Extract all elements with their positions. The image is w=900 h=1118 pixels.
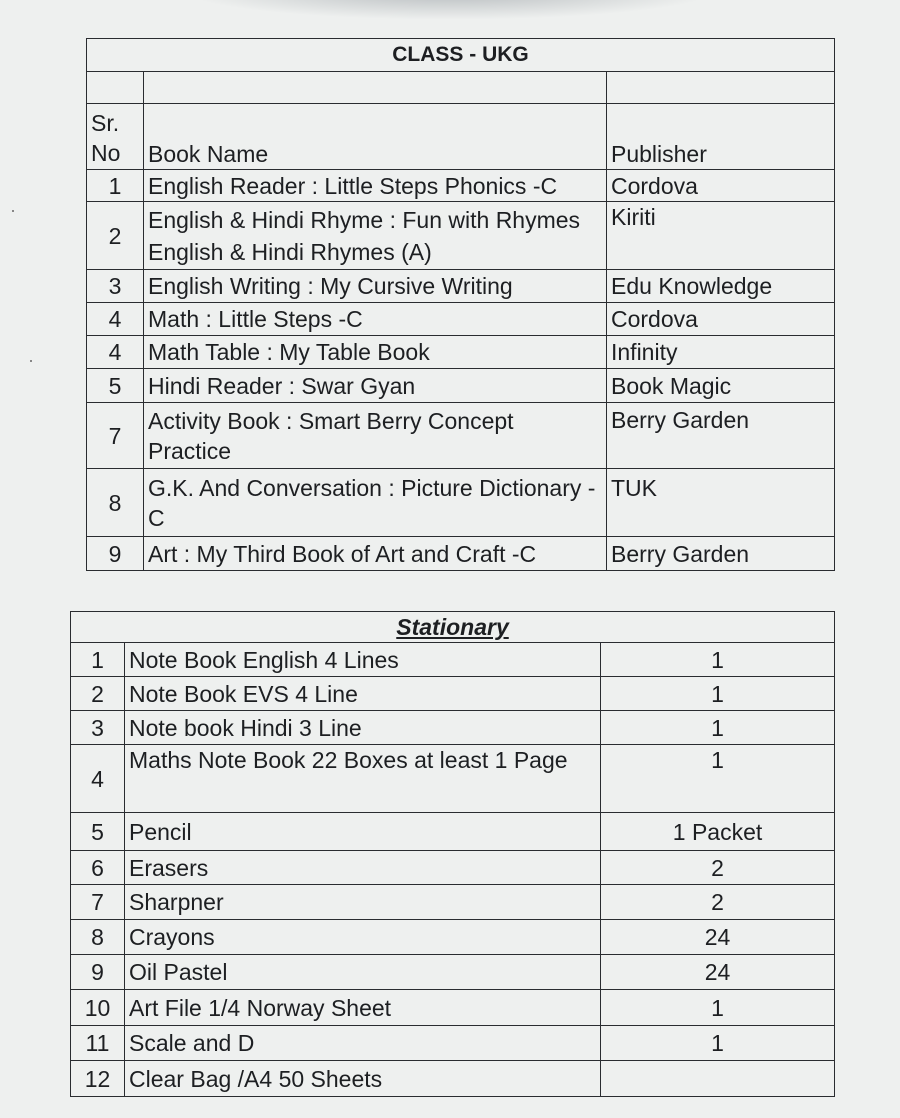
table-row xyxy=(87,170,835,202)
book-name-cell: Activity Book : Smart Berry Concept Practice xyxy=(144,403,607,469)
publisher-cell: Infinity xyxy=(607,336,835,369)
book-name-cell: Math : Little Steps -C xyxy=(144,303,607,336)
table-row xyxy=(71,1061,835,1097)
table-row xyxy=(71,677,835,711)
item-cell: Art File 1/4 Norway Sheet xyxy=(125,990,601,1026)
book-name-cell: English & Hindi Rhyme : Fun with Rhymes English & Hindi Rhymes (A) xyxy=(144,202,607,270)
table-row xyxy=(87,537,835,571)
publisher-cell: Edu Knowledge xyxy=(607,270,835,303)
blank-row xyxy=(87,72,835,104)
sr-cell: 11 xyxy=(71,1026,125,1061)
table-row xyxy=(71,711,835,745)
sr-cell: 12 xyxy=(71,1061,125,1097)
table-row xyxy=(71,920,835,955)
item-cell: Scale and D xyxy=(125,1026,601,1061)
sr-cell: 1 xyxy=(71,643,125,677)
item-cell: Erasers xyxy=(125,851,601,885)
sr-cell: 1 xyxy=(87,170,144,202)
sr-cell: 7 xyxy=(87,403,144,469)
sr-cell: 6 xyxy=(71,851,125,885)
table-row xyxy=(87,369,835,403)
paper-speck xyxy=(12,210,14,212)
book-name-cell: Math Table : My Table Book xyxy=(144,336,607,369)
qty-cell: 1 xyxy=(601,711,835,745)
stationary-title: Stationary xyxy=(71,612,835,643)
table-row xyxy=(71,643,835,677)
table-row xyxy=(87,270,835,303)
header-sr-no: Sr. No xyxy=(87,104,144,170)
table-row xyxy=(71,990,835,1026)
publisher-cell: Book Magic xyxy=(607,369,835,403)
sr-cell: 10 xyxy=(71,990,125,1026)
table-row xyxy=(87,202,835,270)
sr-cell: 7 xyxy=(71,885,125,920)
publisher-cell: Berry Garden xyxy=(607,537,835,571)
item-cell: Clear Bag /A4 50 Sheets xyxy=(125,1061,601,1097)
qty-cell: 1 xyxy=(601,643,835,677)
stationary-table xyxy=(70,611,835,1097)
table-row xyxy=(87,403,835,469)
sr-cell: 5 xyxy=(71,813,125,851)
sr-cell: 3 xyxy=(87,270,144,303)
class-title: CLASS - UKG xyxy=(87,39,835,72)
books-table xyxy=(86,38,835,571)
sr-cell: 8 xyxy=(71,920,125,955)
sr-cell: 4 xyxy=(71,745,125,813)
item-cell: Note Book English 4 Lines xyxy=(125,643,601,677)
sr-cell: 9 xyxy=(87,537,144,571)
publisher-cell: Kiriti xyxy=(607,202,835,270)
sr-cell: 2 xyxy=(87,202,144,270)
book-name-cell: English Writing : My Cursive Writing xyxy=(144,270,607,303)
header-publisher: Publisher xyxy=(607,104,835,170)
table-row xyxy=(71,955,835,990)
qty-cell: 2 xyxy=(601,851,835,885)
qty-cell: 2 xyxy=(601,885,835,920)
item-cell: Pencil xyxy=(125,813,601,851)
table-row xyxy=(71,851,835,885)
sr-cell: 4 xyxy=(87,336,144,369)
table-row xyxy=(87,303,835,336)
header-row xyxy=(87,104,835,170)
item-cell: Sharpner xyxy=(125,885,601,920)
sr-cell: 8 xyxy=(87,469,144,537)
qty-cell: 24 xyxy=(601,920,835,955)
qty-cell: 1 xyxy=(601,1026,835,1061)
item-cell: Note book Hindi 3 Line xyxy=(125,711,601,745)
table-row xyxy=(87,469,835,537)
publisher-cell: Cordova xyxy=(607,170,835,202)
table-row xyxy=(71,745,835,813)
qty-cell: 1 xyxy=(601,745,835,813)
book-name-cell: English Reader : Little Steps Phonics -C xyxy=(144,170,607,202)
book-name-cell: G.K. And Conversation : Picture Dictionary -C xyxy=(144,469,607,537)
table-row xyxy=(87,336,835,369)
qty-cell: 24 xyxy=(601,955,835,990)
qty-cell: 1 xyxy=(601,677,835,711)
item-cell: Oil Pastel xyxy=(125,955,601,990)
book-name-cell: Art : My Third Book of Art and Craft -C xyxy=(144,537,607,571)
publisher-cell: TUK xyxy=(607,469,835,537)
photo-shadow xyxy=(180,0,720,20)
item-cell: Note Book EVS 4 Line xyxy=(125,677,601,711)
item-cell: Crayons xyxy=(125,920,601,955)
sr-cell: 5 xyxy=(87,369,144,403)
table-row xyxy=(71,885,835,920)
paper-speck xyxy=(30,360,32,362)
sr-cell: 9 xyxy=(71,955,125,990)
sr-cell: 4 xyxy=(87,303,144,336)
qty-cell: 1 Packet xyxy=(601,813,835,851)
publisher-cell: Cordova xyxy=(607,303,835,336)
book-name-cell: Hindi Reader : Swar Gyan xyxy=(144,369,607,403)
publisher-cell: Berry Garden xyxy=(607,403,835,469)
qty-cell xyxy=(601,1061,835,1097)
table-row xyxy=(71,1026,835,1061)
table-row xyxy=(71,813,835,851)
qty-cell: 1 xyxy=(601,990,835,1026)
sr-cell: 2 xyxy=(71,677,125,711)
item-cell: Maths Note Book 22 Boxes at least 1 Page xyxy=(125,745,601,813)
header-book-name: Book Name xyxy=(144,104,607,170)
sr-cell: 3 xyxy=(71,711,125,745)
